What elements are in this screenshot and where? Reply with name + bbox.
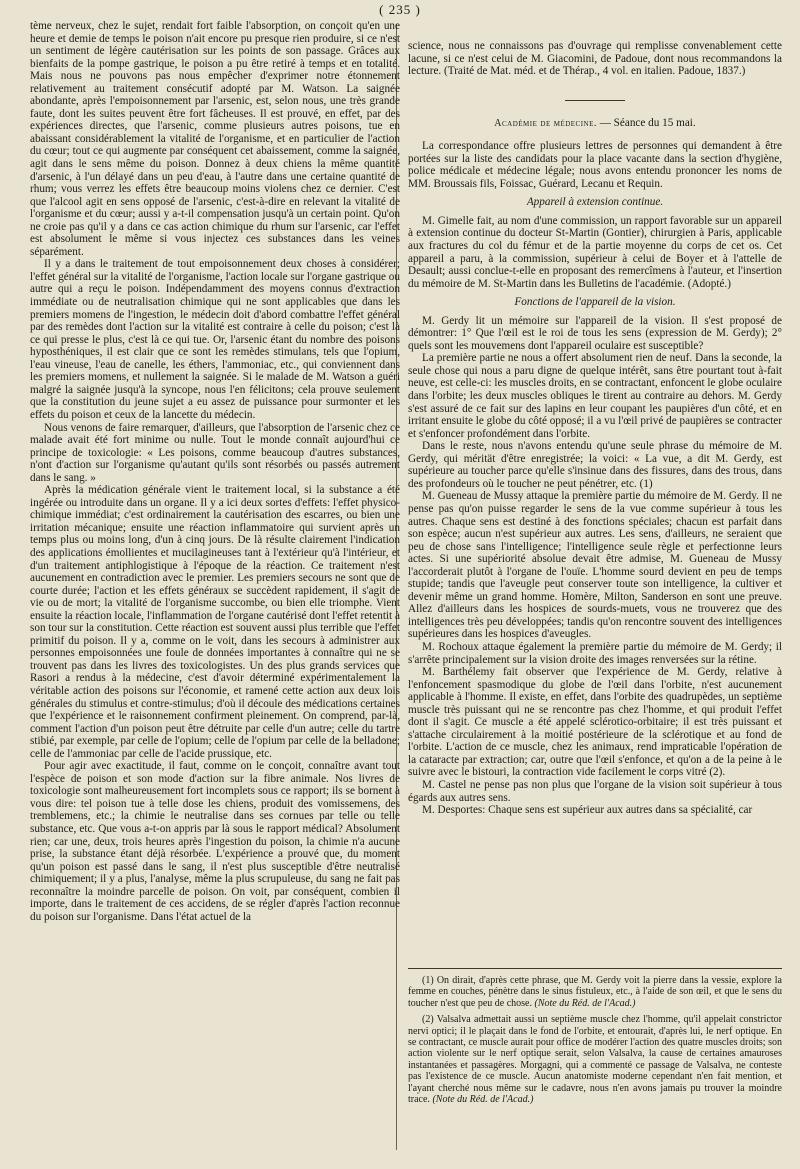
section-label: Académie de médecine. [494,117,597,129]
paragraph: Il y a dans le traitement de tout empoisonnement deux choses à considérer; l'effet général sur la vitalité de l'organisme, l'action locale sur l'organe gastrique ou autre qui a reçu le poison. Indépendamment des moyens connus d'extraction immédiate ou de neutralisation chimique qui ne sont applicables que dans les premiers momens de l'ingestion, le médecin doit d'abord combattre l'effet général par des remèdes dont l'action sur la vitalité est contraire à celle du poison; c'est là ce qui presse le plus, c'est là ce qui tue. Or, l'arsenic étant du nombre des poisons hyposthéniques, il est clair que ce sont les remèdes stimulans, tels que l'opium, l'eau vineuse, l'eau de canelle, les éthers, l'ammoniac, etc., qui conviennent dans les premiers momens, et nullement la saignée. Si le malade de M. Watson a guéri malgré la saignée jusqu'à la syncope, nous l'en félicitons; cela prouve seulement que la constitution du jeune sujet a eu assez de puissance pour surmonter et les effets du poison et ceux de la lancette du médecin. [30,258,400,421]
page-number: ( 235 ) [379,2,421,17]
paragraph: M. Gueneau de Mussy attaque la première partie du mémoire de M. Gerdy. Il ne pense pas qu'on puisse regarder le sens de la vue comme supérieur à tous les autres. Chaque sens est destiné à des fonctions spéciales; chacun est parfait dans son espèce; aucun n'est supérieur aux autres. Les sens, d'ailleurs, ne seraient que peu de chose sans l'intelligence; l'intelligence seule règle et perfectionne leurs actes. Si une supériorité absolue devait être admise, M. Gueneau de Mussy l'accorderait plutôt à l'organe de l'ouïe. L'homme sourd devient en peu de temps stupide; tandis que l'aveugle peut conserver toute son intelligence, la cultiver et devenir même un grand homme. Homère, Milton, Sanderson en sont une preuve. Allez d'ailleurs dans les hospices de sourds-muets, vous ne trouverez que des intelligences très peu développées; tandis qu'on rencontre souvent des intelligences supérieures dans les hospices d'aveugles. [408,490,782,641]
footnote-attribution: (Note du Réd. de l'Acad.) [432,1094,534,1106]
paragraph: Nous venons de faire remarquer, d'ailleurs, que l'absorption de l'arsenic chez ce malade avait été fort minime ou nulle. Tout le monde connaît aujourd'hui ce principe de toxicologie: « Les poisons, comme beaucoup d'autres substances, n'ont d'action sur l'organisme qu'autant qu'ils sont résorbés ou passés autrement dans le sang. » [30,421,400,484]
paragraph: Dans le reste, nous n'avons entendu qu'une seule phrase du mémoire de M. Gerdy, qui mérität d'être enregistrée; la voici: « La vue, a dit M. Gerdy, est supérieure au toucher parce qu'elle s'insinue dans des fissures, dans des trous, dans des profondeurs où le toucher ne peut pénétrer, etc. (1) [408,440,782,490]
paragraph: M. Gimelle fait, au nom d'une commission, un rapport favorable sur un appareil à extension continue du docteur St-Martin (Gontier), chirurgien à Paris, applicable aux fractures du col du fémur et de la partie moyenne du corps de cet os. Cet appareil a paru, à la commission, supérieur à celui de Boyer et à l'attelle de Desault; aussi conclue-t-elle en proposant des remercîmens à l'auteur, et l'insertion du mémoire de M. St-Martin dans les Bulletins de l'académie. (Adopté.) [408,214,782,290]
section-separator [565,100,625,101]
section-heading [408,117,782,131]
paragraph: M. Barthélemy fait observer que l'expérience de M. Gerdy, relative à l'enfoncement spasmodique du globe de l'œil dans l'orbite, n'est aucunement applicable à l'homme. Il existe, en effet, dans l'orbite des quadrupèdes, un septième muscle très puissant qui ne se rencontre pas chez l'homme, et qui produit l'effet dont il s'agit. Ce muscle a été appelé scléroticо-orbitaire; il est très puissant et s'attache circulairement à la moitié postérieure de la sclérotique et au fond de l'orbite. L'action de ce muscle, chez les animaux, rend impraticable l'opération de la cataracte par extraction; car, outre que l'œil s'enfonce, et qu'on a de la peine à le suivre avec le bistouri, la contraction vide facilement le corps vitré (2). [408,666,782,779]
paragraph: science, nous ne connaissons pas d'ouvrage qui remplisse convenablement cette lacune, si ce n'est celui de M. Giacomini, de Padoue, dont nous recommandons la lecture. (Traité de Mat. méd. et de Thérap., 4 vol. en italien. Padoue, 1837.) [408,40,782,78]
paragraph: Après la médication générale vient le traitement local, si la substance a été ingérée ou introduite dans un organe. Il y a ici deux sortes d'effets: l'effet physico-chimique immédiat; c'est ordinairement la cautérisation des escarres, ou bien une irritation mécanique; ensuite une réaction inflammatoire qui survient après un temps plus ou moins long, d'un à cinq jours. De là résulte clairement l'indication des applications émollientes et mucilagineuses tant à l'extérieur qu'à l'intérieur, et d'un traitement antiphlogistique à l'époque de la réaction. Ce traitement n'est aucunement en contradiction avec le premier. Les premiers secours ne sont que de courte durée; l'action et les effets généraux se succèdent rapidement, il s'agit de vie ou de mort; la vitalité de l'organisme succombe, ou bien elle triomphe. Vient ensuite la réaction locale, l'inflammation de l'organe cautérisé dont l'effet retentit à son tour sur la constitution. Cette réaction est souvent aussi plus terrible que l'effet primitif du poison. Il y a, comme on le voit, dans les secours à administrer aux personnes empoisonnées une foule de données importantes à connaître qui ne se trouvent pas dans les livres des toxicologistes. Un des plus grands services que Rasori a rendus à la médecine, c'est d'avoir déterminé expérimentalement la véritable action des poisons sur l'économie, et ramené cette action aux deux lois générales du stimulus et contre-stimulus; d'où il découle des médications certaines que l'expérience et le raisonnement confirment pleinement. On comprend, par-là, comment l'action d'un poison peut être détruite par celle d'un autre; celle du tartre stibié, par exemple, par celle de l'opium; celle de l'opium par celle de la belladone; celle de l'ammoniac par celle de l'acide prussique, etc. [30,484,400,760]
paragraph: M. Desportes: Chaque sens est supérieur aux autres dans sa spécialité, car [422,804,753,817]
paragraph: La correspondance offre plusieurs lettres de personnes qui demandent à être portées sur la liste des candidats pour la place vacante dans la section d'hygiène, police médicale et médecine légale; nous avons entendu prononcer les noms de MM. Broussais fils, Foissac, Guérard, Lecanu et Requin. [408,140,782,190]
footnote [408,975,782,1009]
footnote [408,1014,782,1105]
paragraph: M. Castel ne pense pas non plus que l'organe de la vision soit supérieur à tous égards aux autres sens. [408,778,782,804]
right-column [408,40,782,817]
left-column [30,20,400,923]
footnote-text: (2) Valsalva admettait aussi un septième muscle chez l'homme, qu'il appelait constrictor nervi optici; il le plaçait dans le fond de l'orbite, et entourait, d'après lui, le nerf optique. En se contractant, ce muscle aurait pour office de modérer l'action des quatre muscles droits; son action violente sur le nerf optique serait, selon Valsalva, la cause de certaines amauroses instantanées et passagères. Morgagni, qui a commenté ce passage de Valsalva, ne conteste pas l'existence de ce muscle. Aucun anatomiste moderne cependant n'en fait mention, et l'ayant cherché nous même sur le cadavre, nous n'en avons jamais pu trouver la moindre trace. [408,1014,782,1106]
footnote-text: (1) On dirait, d'après cette phrase, que M. Gerdy voit la pierre dans la vessie, explore la femme en couches, pénètre dans le sinus fistuleux, etc., à l'aide de son œil, et que le sens du toucher n'est que peu de chose. [408,975,782,1009]
footnotes [408,968,782,1110]
paragraph: M. Gerdy lit un mémoire sur l'appareil de la vision. Il s'est proposé de démontrer: 1° Que l'œil est le roi de tous les sens (expression de M. Gerdy); 2° quels sont les mouvemens dont l'appareil oculaire est susceptible? [408,314,782,352]
paragraph: M. Rochoux attaque également la première partie du mémoire de M. Gerdy; il s'arrête principalement sur la vision droite des images renversées sur la rétine. [408,640,782,666]
paragraph: La première partie ne nous a offert absolument rien de neuf. Dans la seconde, la seule chose qui nous a paru digne de quelque intérêt, sans être pourtant tout à-fait neuve, est celle-ci: les muscles droits, en se contractant, enfoncent le globe oculaire dans l'orbite; les deux muscles obliques le tirent au contraire au dehors. M. Gerdy s'est assuré de ce fait sur des lapins en leur coupant les paupières d'un côté, et en irritant ensuite le globe du côté opposé; il a vu l'œil privé de paupières se contracter et s'enfoncer profondément dans l'orbite. [408,352,782,440]
footnote-attribution: (Note du Réd. de l'Acad.) [534,997,636,1009]
subheading: Appareil à extension continue. [526,196,664,209]
paragraph: Pour agir avec exactitude, il faut, comme on le conçoit, connaître avant tout l'espèce de poison et son mode d'action sur la fibre animale. Nos livres de toxicologie sont malheureusement fort incomplets sous ce rapport; ils se bornent à vous dire: tel poison tue à telle dose les chiens, produit des vomissemens, des tremblemens, etc.; la chimie le neutralise dans ses cornues par telle ou telle substance, etc. Que vous a-t-on appris par là sous le rapport médical? Absolument rien; car une, deux, trois heures après l'ingestion du poison, la chimie n'a aucune prise, la substance étant déjà résorbée. L'expérience a prouvé que, du moment qu'un poison est passé dans le sang, il n'est plus susceptible d'être neutralisé chimiquement; il y a plus, l'analyse, même la plus scrupuleuse, du sang ne fait pas reconnaître la moindre parcelle de poison. On voit, par conséquent, combien il importe, dans le traitement de ces accidens, de se régler d'après l'action reconnue du poison sur l'organisme. Dans l'état actuel de la [30,760,400,923]
subheading: Fonctions de l'appareil de la vision. [514,296,676,309]
paragraph: tème nerveux, chez le sujet, rendait fort faible l'absorption, on conçoit qu'en une heure et demie de temps le poison n'ait encore pu presque rien produire, si ce n'est un sentiment de légère cautérisation sur les points de son passage. Grâces aux bienfaits de la pompe gastrique, le poison a pu être retiré à temps et en totalité. Mais nous ne pouvons pas nous empêcher d'exprimer notre étonnement relativement au traitement consécutif adopté par M. Watson. La saignée abondante, après l'empoisonnement par l'arsenic, est, selon nous, une très grande faute, dont les suites peuvent être fort fâcheuses. Il est prouvé, en effet, par des expériences directes, que l'arsenic, comme plusieurs autres poisons, tue en abaissant considérablement la vitalité de l'organisme, et en particulier de l'action du cœur; tout ce qui augmente par conséquent cet abaissement, comme la saignée, agit dans le sens même du poison. Donnez à deux chiens la même quantité d'arsenic, à l'un délayé dans un peu d'eau, à l'autre dans une certaine quantité de rhum; vous verrez les effets être beaucoup moins violens chez ce dernier. C'est que l'alcool agit en sens opposé de l'arsenic, c'est-à-dire en relevant la vitalité de l'organisme et du cœur; aussi y a-t-il compensation jusqu'à un certain point. Qu'on ne croie pas qu'il y a dans ce cas action chimique du rhum sur l'arsenic, car l'effet est absolument le même si vous injectez ces substances dans les veines séparément. [30,20,400,258]
section-session: — Séance du 15 mai. [596,116,696,129]
